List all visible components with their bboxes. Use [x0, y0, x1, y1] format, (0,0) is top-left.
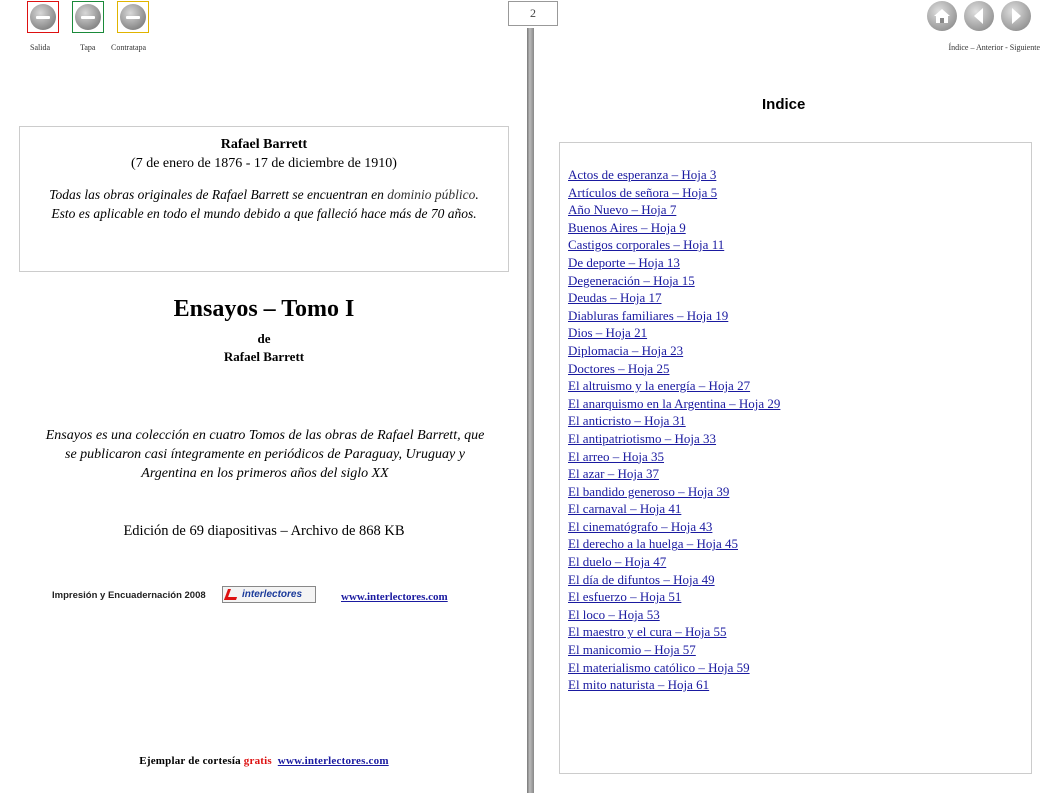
home-icon[interactable]: [927, 1, 957, 31]
index-list: [568, 166, 780, 694]
note-text: Todas las obras originales de Rafael Barrett se encuentran en: [49, 187, 388, 202]
index-link[interactable]: El altruismo y la energía – Hoja 27: [568, 378, 751, 394]
logo-mark-icon: [224, 589, 240, 600]
minus-icon: [120, 4, 146, 30]
index-link[interactable]: El antipatriotismo – Hoja 33: [568, 430, 717, 446]
footer-prefix: Ejemplar de cortesía: [139, 755, 244, 767]
index-link[interactable]: El cinematógrafo – Hoja 43: [568, 518, 713, 534]
book-description: Ensayos es una colección en cuatro Tomos de las obras de Rafael Barrett, que se publicaron casi íntegramente en periódicos de Paraguay, Uruguay y Argentina en los primeros años del siglo XX: [45, 428, 485, 481]
book-title: Ensayos – Tomo I: [173, 296, 355, 322]
index-link[interactable]: El materialismo católico – Hoja 59: [568, 659, 750, 675]
salida-label: Salida: [30, 43, 50, 52]
next-arrow-icon[interactable]: [1001, 1, 1031, 31]
author-note: [20, 185, 508, 223]
index-link[interactable]: Año Nuevo – Hoja 7: [568, 202, 677, 218]
index-link[interactable]: El anarquismo en la Argentina – Hoja 29: [568, 395, 781, 411]
index-link[interactable]: El loco – Hoja 53: [568, 606, 660, 622]
index-link[interactable]: El día de difuntos – Hoja 49: [568, 571, 715, 587]
interlectores-logo: [222, 586, 316, 603]
index-link[interactable]: Diabluras familiares – Hoja 19: [568, 307, 729, 323]
index-link[interactable]: Castigos corporales – Hoja 11: [568, 237, 725, 253]
minus-icon: [75, 4, 101, 30]
salida-button[interactable]: [27, 1, 59, 33]
book-de: de: [257, 331, 271, 346]
note-text-end: .: [475, 187, 479, 202]
index-link[interactable]: Deudas – Hoja 17: [568, 290, 662, 306]
index-link[interactable]: El derecho a la huelga – Hoja 45: [568, 536, 739, 552]
contratapa-button[interactable]: [117, 1, 149, 33]
index-link[interactable]: El manicomio – Hoja 57: [568, 642, 696, 658]
index-link[interactable]: Actos de esperanza – Hoja 3: [568, 167, 717, 182]
edition-info: Edición de 69 diapositivas – Archivo de 868 KB: [123, 523, 405, 539]
index-link[interactable]: El carnaval – Hoja 41: [568, 501, 682, 517]
minus-icon: [30, 4, 56, 30]
tapa-label: Tapa: [80, 43, 96, 52]
center-divider: [527, 28, 534, 793]
previous-arrow-icon[interactable]: [964, 1, 994, 31]
tapa-button[interactable]: [72, 1, 104, 33]
contratapa-label: Contratapa: [111, 43, 147, 52]
index-link[interactable]: Artículos de señora – Hoja 5: [568, 184, 718, 200]
index-link[interactable]: De deporte – Hoja 13: [568, 254, 680, 270]
index-link[interactable]: Buenos Aires – Hoja 9: [568, 219, 686, 235]
index-link[interactable]: El azar – Hoja 37: [568, 466, 659, 482]
index-title: Indice: [762, 96, 806, 113]
index-link[interactable]: El duelo – Hoja 47: [568, 554, 667, 570]
interlectores-link[interactable]: www.interlectores.com: [341, 591, 448, 603]
footer-link[interactable]: www.interlectores.com: [277, 755, 389, 767]
index-link[interactable]: El esfuerzo – Hoja 51: [568, 589, 682, 605]
author-info-box: [19, 126, 509, 272]
author-dates: (7 de enero de 1876 - 17 de diciembre de 1910): [131, 156, 397, 171]
note-line-2: Esto es aplicable en todo el mundo debido a que falleció hace más de 70 años.: [51, 206, 477, 221]
index-link[interactable]: El bandido generoso – Hoja 39: [568, 483, 730, 499]
index-link[interactable]: Degeneración – Hoja 15: [568, 272, 695, 288]
page-number: 2: [508, 1, 558, 26]
index-link[interactable]: El maestro y el cura – Hoja 55: [568, 624, 727, 640]
index-link[interactable]: El arreo – Hoja 35: [568, 448, 665, 464]
index-link[interactable]: Doctores – Hoja 25: [568, 360, 670, 376]
index-link[interactable]: El mito naturista – Hoja 61: [568, 677, 710, 693]
logo-text: Impresión y Encuadernación 2008: [52, 590, 206, 601]
logo-brand: interlectores: [242, 589, 303, 600]
author-name: Rafael Barrett: [220, 137, 308, 152]
note-emphasis: dominio público: [387, 187, 476, 202]
index-link[interactable]: Diplomacia – Hoja 23: [568, 342, 684, 358]
right-nav-label: Índice – Anterior - Siguiente: [948, 43, 1040, 52]
footer: [19, 755, 509, 767]
footer-gratis: gratis: [243, 755, 272, 767]
index-link[interactable]: El anticristo – Hoja 31: [568, 413, 686, 429]
book-author: Rafael Barrett: [223, 349, 305, 364]
index-link[interactable]: Dios – Hoja 21: [568, 325, 648, 341]
